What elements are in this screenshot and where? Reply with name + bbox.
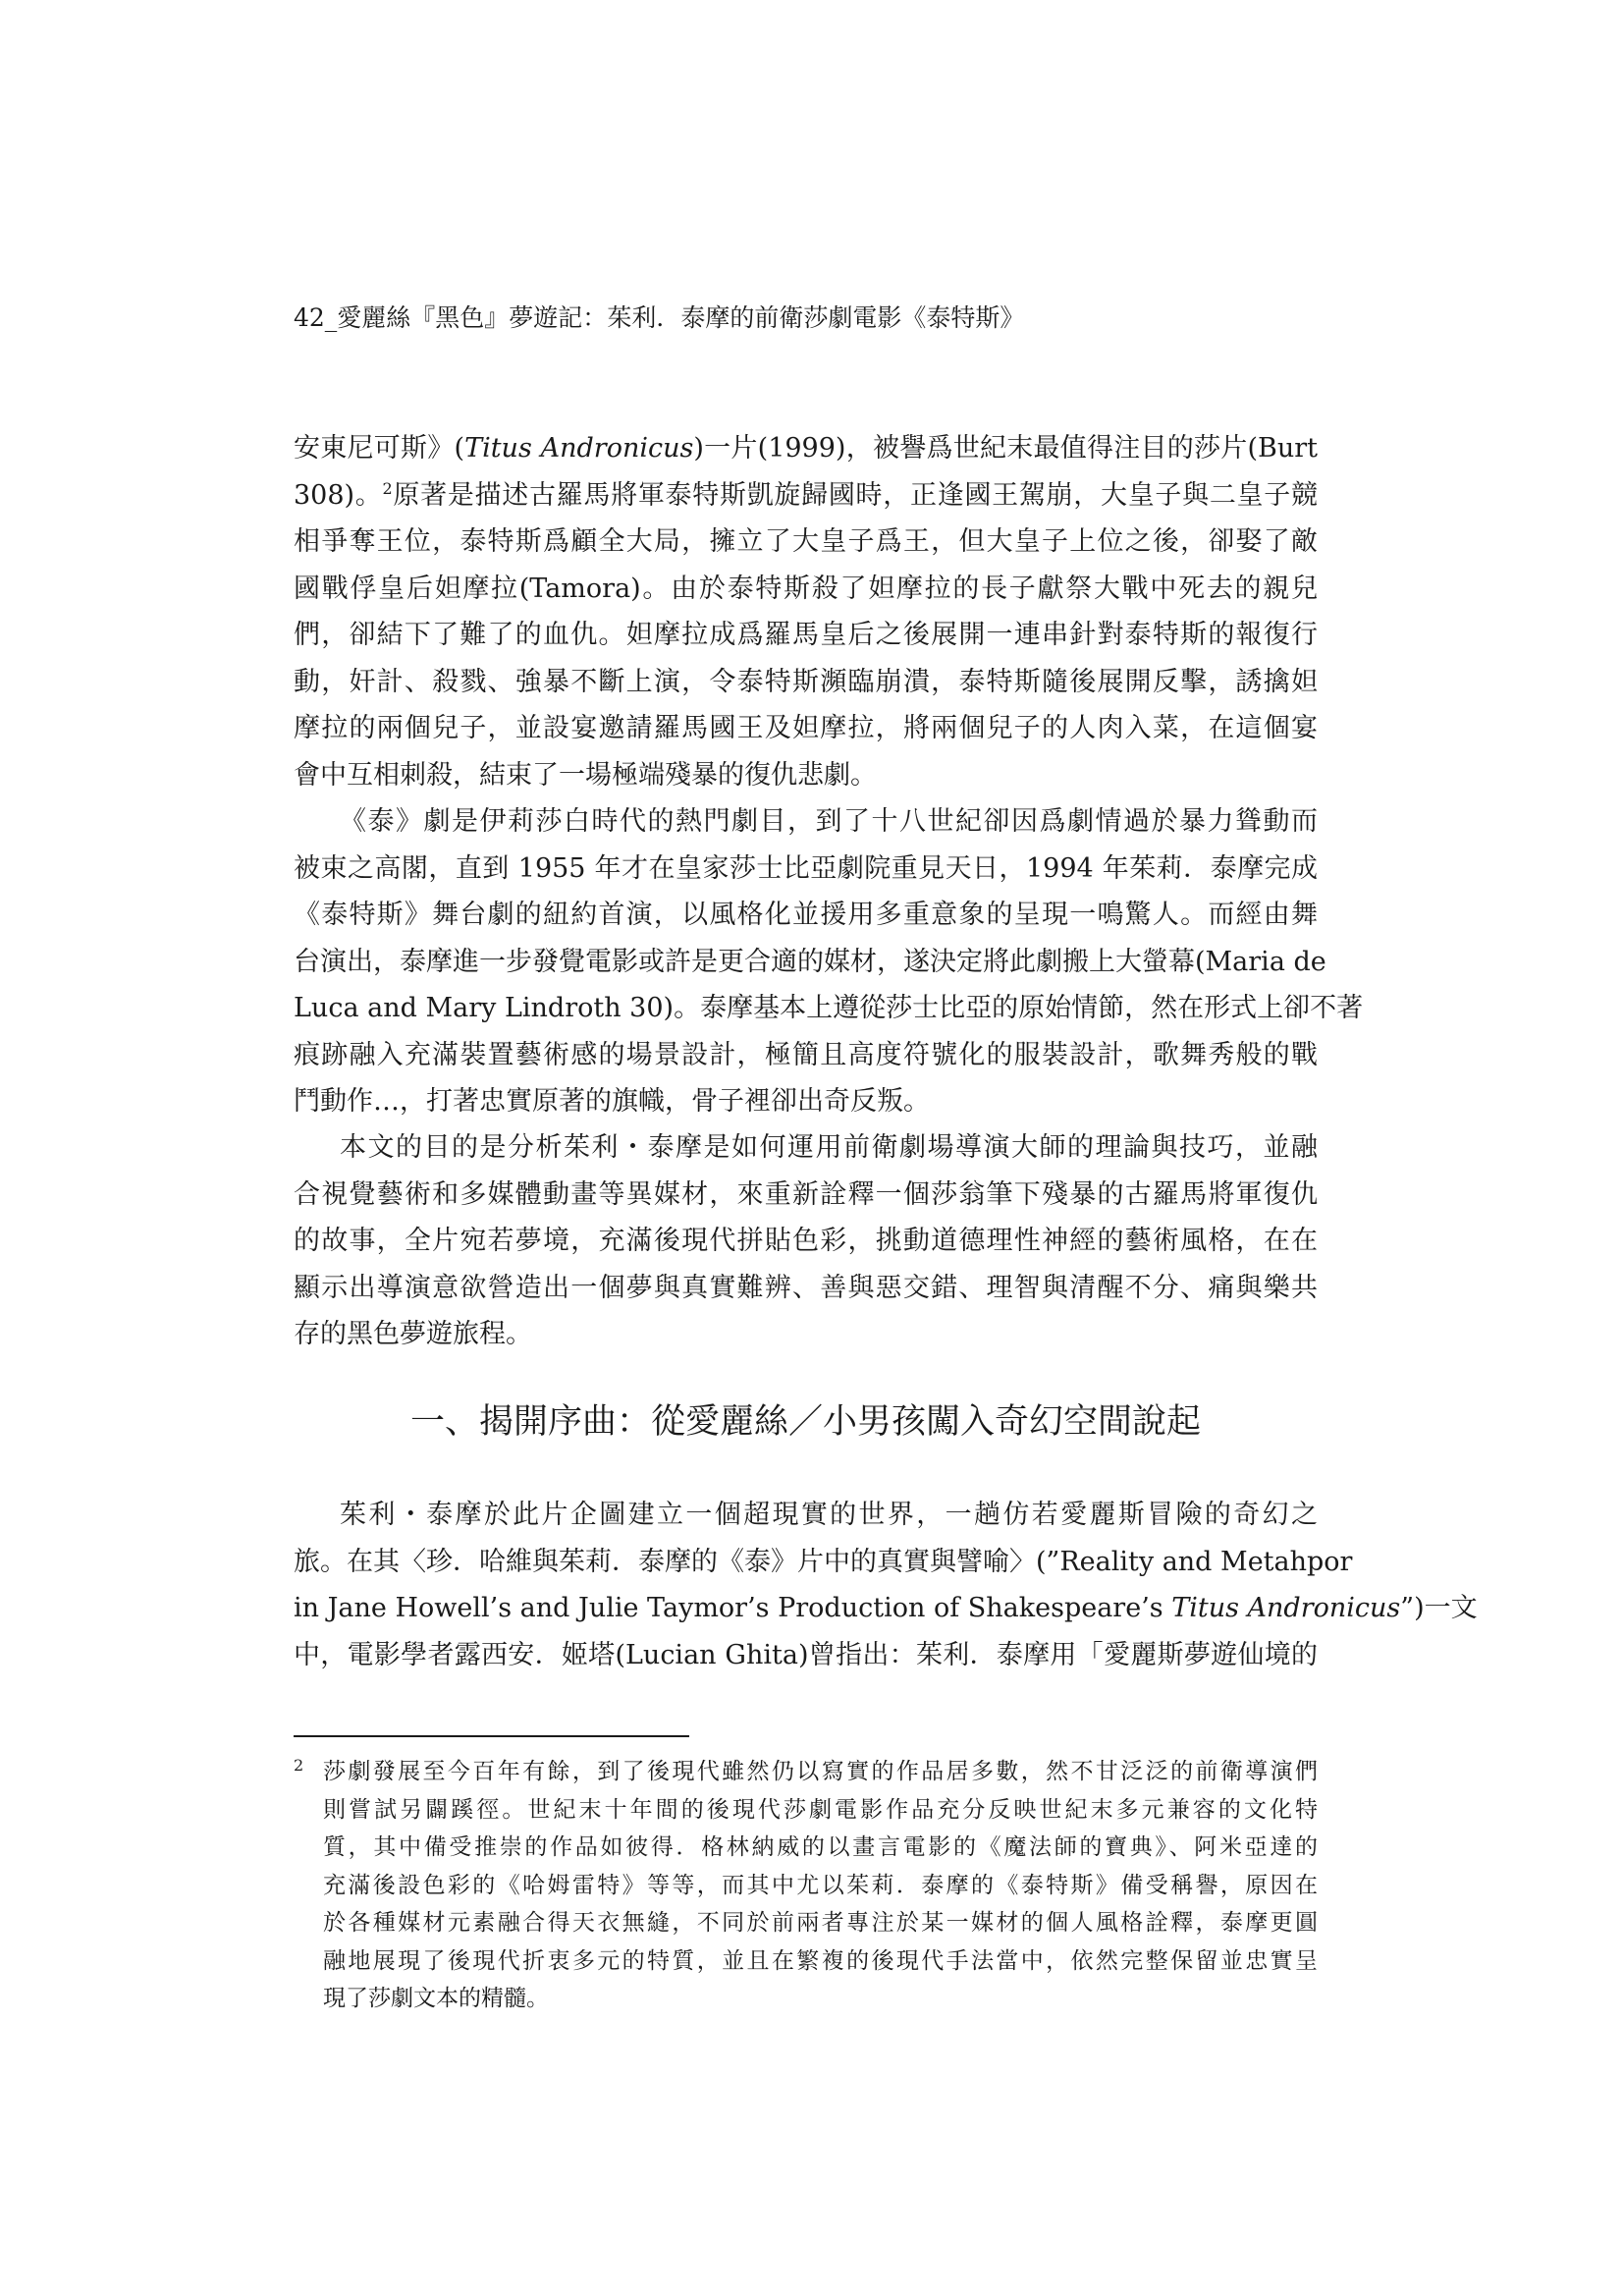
footnote-number: 2 — [294, 1756, 304, 1775]
footnote-line: 現了莎劇文本的精髓。 — [323, 1986, 549, 2011]
text-line: 旅。在其〈珍．哈維與茱莉．泰摩的《泰》片中的真實與譬喻〉(”Reality and Metahpor — [294, 1546, 1353, 1577]
body-paragraph-4 — [294, 1492, 1478, 1678]
footnote — [294, 1753, 1318, 2018]
italic-title: Titus Andronicus — [464, 433, 694, 464]
footnote-ref: 2 — [382, 478, 393, 498]
text-line: 中，電影學者露西安．姬塔(Lucian Ghita)曾指出：茱利．泰摩用「愛麗斯夢遊仙境的 — [294, 1639, 1318, 1670]
text-line: 安東尼可斯》(Titus Andronicus)一片(1999)，被譽爲世紀末最值得注目的莎片(Burt — [294, 433, 1319, 464]
text-line: 相爭奪王位，泰特斯爲顧全大局，擁立了大皇子爲王，但大皇子上位之後，卻娶了敵 — [294, 526, 1318, 557]
text-line: 308)。$^2$原著是描述古羅馬將軍泰特斯凱旋歸國時，正逢國王駕崩，大皇子與二皇子競 — [294, 478, 1318, 511]
text-line: 動，奸計、殺戮、強暴不斷上演，令泰特斯瀕臨崩潰，泰特斯隨後展開反擊，誘擒妲 — [294, 666, 1318, 697]
text-line: 的故事，全片宛若夢境，充滿後現代拼貼色彩，挑動道德理性神經的藝術風格，在在 — [294, 1226, 1318, 1256]
footnote-line: 莎劇發展至今百年有餘，到了後現代雖然仍以寫實的作品居多數，然不甘泛泛的前衛導演們 — [323, 1759, 1318, 1784]
running-header: 42_愛麗絲『黑色』夢遊記：茱利．泰摩的前衛莎劇電影《泰特斯》 — [294, 303, 1025, 332]
text-line: 會中互相刺殺，結束了一場極端殘暴的復仇悲劇。 — [294, 759, 877, 791]
text-line: in Jane Howell’s and Julie Taymor’s Production of Shakespeare’s Titus Andronicus”)一文 — [294, 1593, 1478, 1623]
text-line: 台演出，泰摩進一步發覺電影或許是更合適的媒材，遂決定將此劇搬上大螢幕(Maria de — [294, 946, 1326, 977]
footnote-line: 於各種媒材元素融合得天衣無縫，不同於前兩者專注於某一媒材的個人風格詮釋，泰摩更圓 — [323, 1910, 1318, 1936]
body-paragraph-3 — [294, 1124, 1318, 1358]
text-line: 合視覺藝術和多媒體動畫等異媒材，來重新詮釋一個莎翁筆下殘暴的古羅馬將軍復仇 — [294, 1178, 1318, 1210]
text-line: 鬥動作…，打著忠實原著的旗幟，骨子裡卻出奇反叛。 — [294, 1086, 930, 1117]
text-line: 被束之高閣，直到 1955 年才在皇家莎士比亞劇院重見天日，1994 年茱莉．泰摩完成 — [294, 852, 1318, 884]
body-paragraph-1 — [294, 425, 1318, 798]
text-line: 們，卻結下了難了的血仇。妲摩拉成爲羅馬皇后之後展開一連串針對泰特斯的報復行 — [294, 620, 1318, 650]
footnote-line: 質，其中備受推崇的作品如彼得．格林納威的以畫言電影的《魔法師的寶典》、阿米亞達的 — [323, 1834, 1318, 1860]
section-heading: 一、揭開序曲：從愛麗絲／小男孩闖入奇幻空間說起 — [409, 1402, 1201, 1442]
body-paragraph-2 — [294, 798, 1364, 1125]
italic-title: Titus Andronicus — [1171, 1593, 1401, 1623]
text-line: 存的黑色夢遊旅程。 — [294, 1319, 532, 1349]
text-line: 顯示出導演意欲營造出一個夢與真實難辨、善與惡交錯、理智與清醒不分、痛與樂共 — [294, 1272, 1318, 1303]
text-line: 摩拉的兩個兒子，並設宴邀請羅馬國王及妲摩拉，將兩個兒子的人肉入菜，在這個宴 — [294, 713, 1318, 743]
footnote-line: 則嘗試另闢蹊徑。世紀末十年間的後現代莎劇電影作品充分反映世紀末多元兼容的文化特 — [323, 1796, 1318, 1823]
text-line: 茱利・泰摩於此片企圖建立一個超現實的世界，一趟仿若愛麗斯冒險的奇幻之 — [340, 1500, 1318, 1530]
text-line: Luca and Mary Lindroth 30)。泰摩基本上遵從莎士比亞的原始情節，然在形式上卻不著 — [294, 993, 1364, 1023]
footnote-line: 融地展現了後現代折衷多元的特質，並且在繁複的後現代手法當中，依然完整保留並忠實呈 — [323, 1947, 1318, 1974]
footnote-separator — [294, 1735, 689, 1737]
text-line: 《泰特斯》舞台劇的紐約首演，以風格化並援用多重意象的呈現一鳴驚人。而經由舞 — [294, 900, 1318, 930]
footnote-line: 充滿後設色彩的《哈姆雷特》等等，而其中尤以茱莉．泰摩的《泰特斯》備受稱譽，原因在 — [323, 1872, 1318, 1898]
text-line: 《泰》劇是伊莉莎白時代的熱門劇目，到了十八世紀卻因爲劇情過於暴力聳動而 — [340, 806, 1318, 837]
text-line: 痕跡融入充滿裝置藝術感的場景設計，極簡且高度符號化的服裝設計，歌舞秀般的戰 — [294, 1039, 1318, 1070]
text-line: 本文的目的是分析茱利・泰摩是如何運用前衛劇場導演大師的理論與技巧，並融 — [340, 1132, 1318, 1163]
text-line: 國戰俘皇后妲摩拉(Tamora)。由於泰特斯殺了妲摩拉的長子獻祭大戰中死去的親兒 — [294, 573, 1318, 604]
